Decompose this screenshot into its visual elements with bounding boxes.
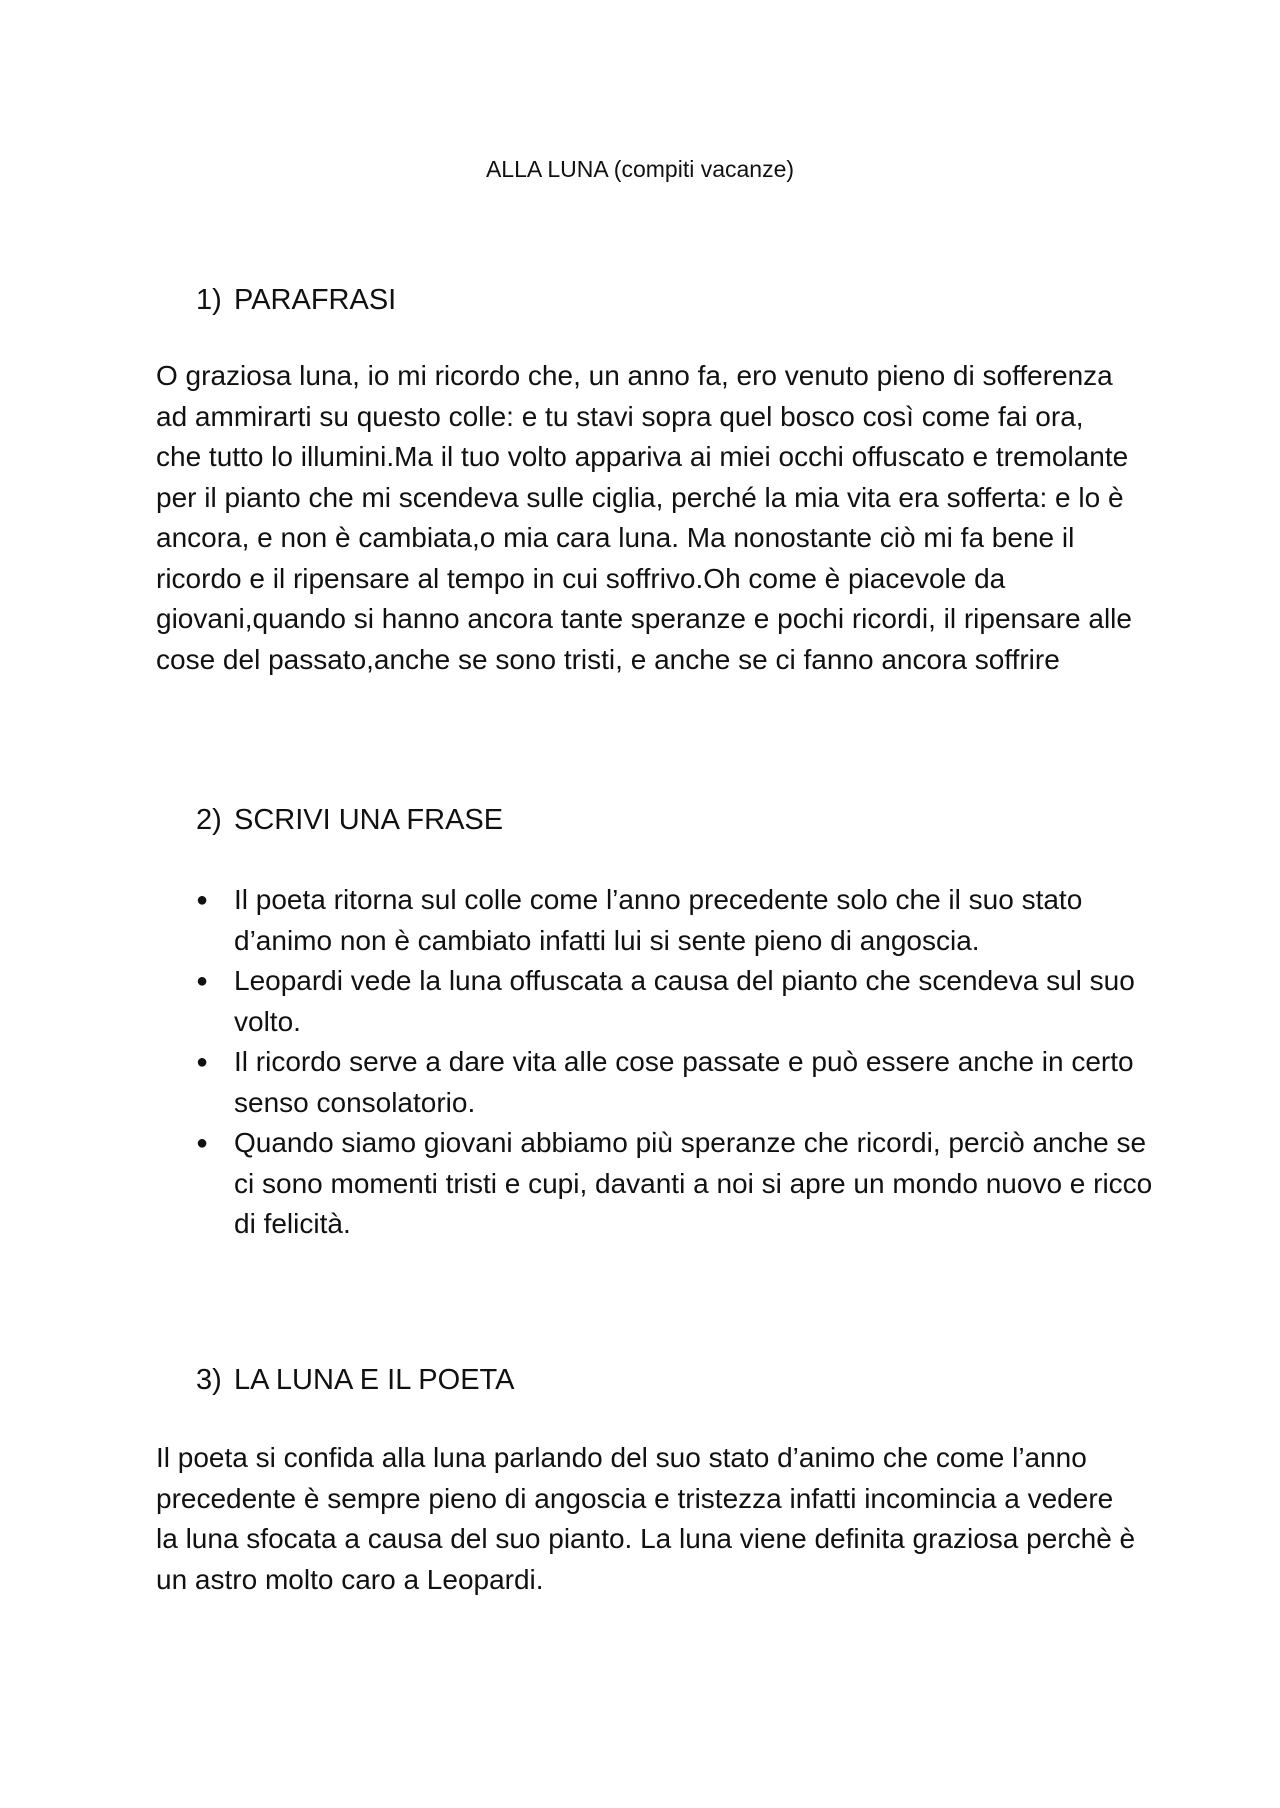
bullet-icon: ● [196,1132,209,1154]
section-number: 1) [196,284,222,316]
luna-e-poeta-paragraph: Il poeta si confida alla luna parlando del suo stato d’animo che come l’anno precedente è sempre pieno di angoscia e tristezza infatti incomincia a vedere la luna sfocata a causa del suo pianto. La luna viene definita graziosa perchè è un astro molto caro a Leopardi. [156,1442,1136,1595]
parafrasi-paragraph: O graziosa luna, io mi ricordo che, un anno fa, ero venuto pieno di sofferenza ad ammirarti su questo colle: e tu stavi sopra quel bosco così come fai ora, che tutto lo illumini.Ma il tuo volto appariva ai miei occhi offuscato e tremolante per il pianto che mi scendeva sulle ciglia, perché la mia vita era sofferta: e lo è ancora, e non è cambiata,o mia cara luna. Ma nonostante ciò mi fa bene il ricordo e il ripensare al tempo in cui soffrivo.Oh come è piacevole da giovani,quando si hanno ancora tante speranze e pochi ricordi, il ripensare alle cose del passato,anche se sono tristi, e anche se ci fanno ancora soffrire [156,360,1132,675]
list-item [196,1123,1156,1245]
section-heading-la-luna-e-il-poeta [196,1362,514,1398]
list-item-text: Il ricordo serve a dare vita alle cose passate e può essere anche in certo senso consolatorio. [234,1046,1134,1118]
section-heading-scrivi-una-frase [196,802,503,838]
list-item-text: Il poeta ritorna sul colle come l’anno precedente solo che il suo stato d’animo non è cambiato infatti lui si sente pieno di angoscia. [234,884,1083,956]
list-item [196,880,1156,961]
bullet-icon: ● [196,889,209,911]
section-title: PARAFRASI [234,284,397,316]
list-item [196,1042,1156,1123]
list-item-text: Leopardi vede la luna offuscata a causa del pianto che scendeva sul suo volto. [234,965,1135,1037]
bullet-icon: ● [196,1051,209,1073]
document-title: ALLA LUNA (compiti vacanze) [485,156,795,182]
frasi-bullet-list [196,880,1156,1245]
section-number: 2) [196,804,222,836]
list-item-text: Quando siamo giovani abbiamo più speranze che ricordi, perciò anche se ci sono momenti tristi e cupi, davanti a noi si apre un mondo nuovo e ricco di felicità. [234,1127,1153,1239]
section-title: LA LUNA E IL POETA [234,1364,515,1396]
list-item [196,961,1156,1042]
section-title: SCRIVI UNA FRASE [234,804,504,836]
section-number: 3) [196,1364,222,1396]
bullet-icon: ● [196,970,209,992]
section-heading-parafrasi [196,282,396,318]
